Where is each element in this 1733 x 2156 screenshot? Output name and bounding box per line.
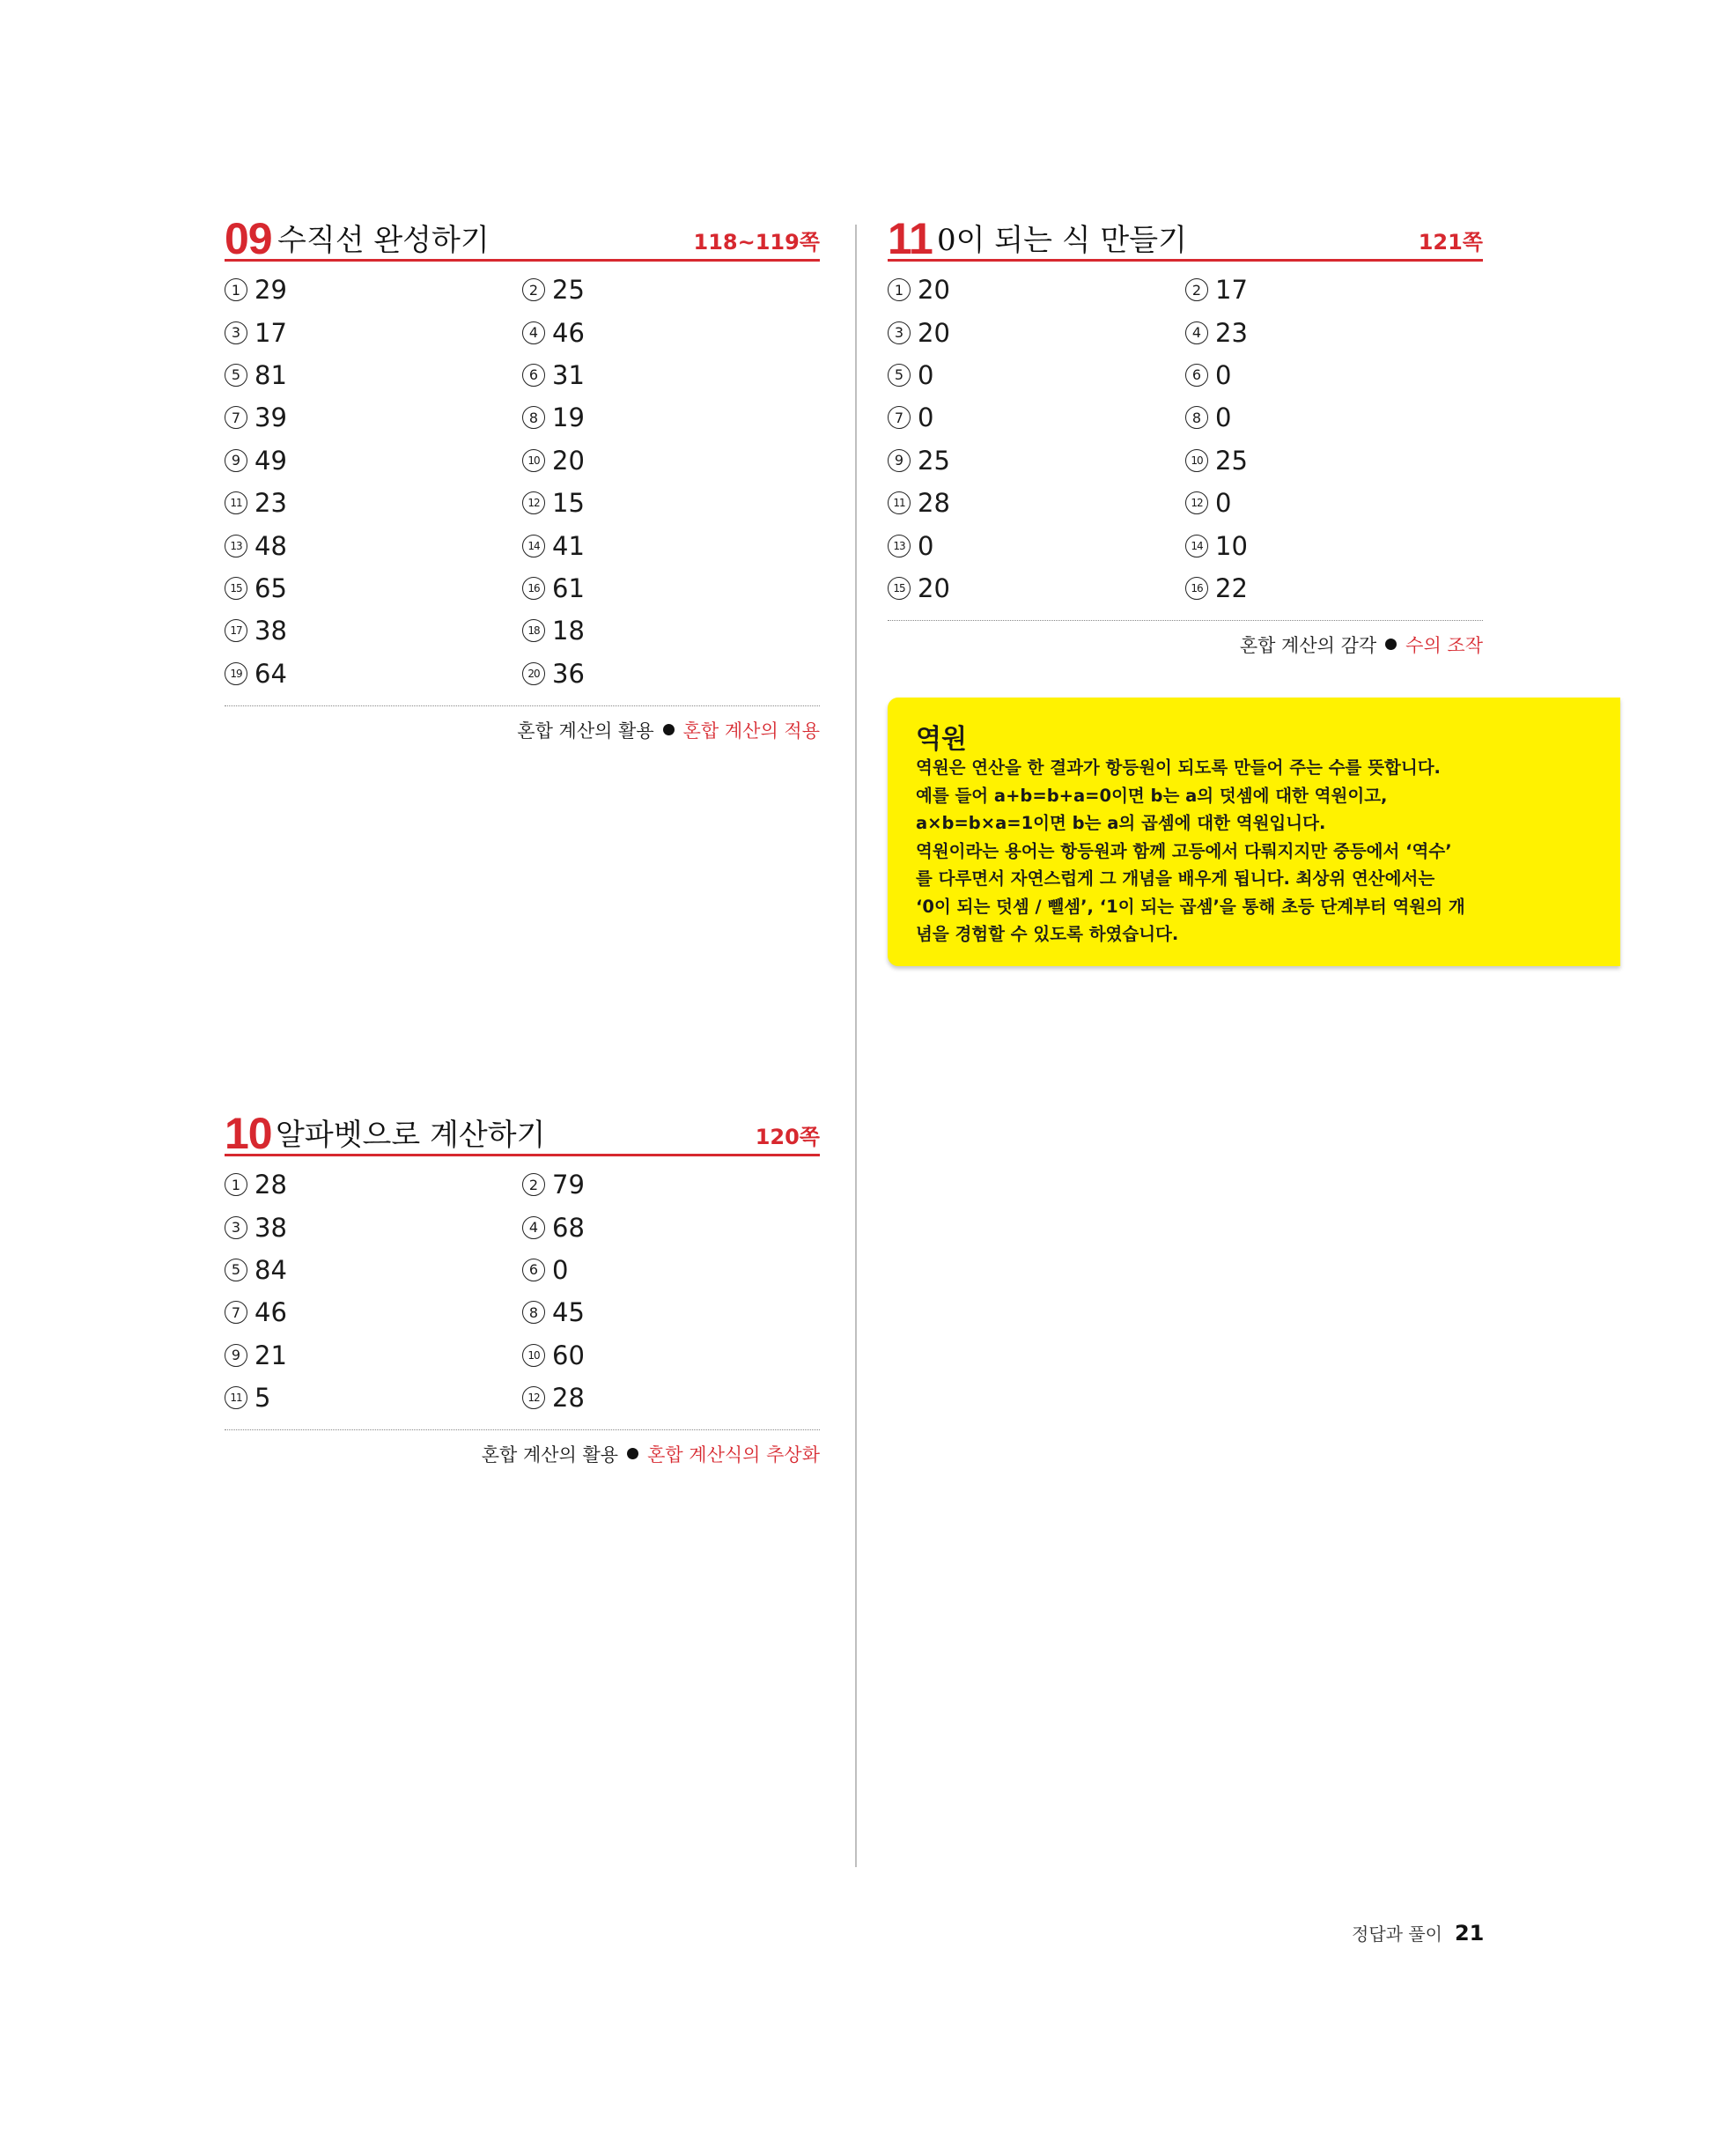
divider-dotted (225, 1429, 820, 1430)
answer-number: 6 (1185, 364, 1208, 387)
section-header (225, 1099, 820, 1156)
answer-value: 0 (918, 402, 934, 433)
answer-item (522, 567, 820, 609)
answer-item (522, 1291, 820, 1333)
answer-item (522, 1163, 820, 1206)
answer-number: 5 (225, 364, 247, 387)
answer-number: 1 (225, 278, 247, 301)
bullet-dot-icon (1385, 639, 1397, 650)
answer-number: 3 (225, 1216, 247, 1239)
answer-value: 28 (552, 1383, 585, 1414)
answer-item (888, 482, 1185, 524)
answer-number: 14 (1185, 535, 1208, 557)
answer-number: 20 (522, 662, 545, 685)
answer-value: 61 (552, 572, 585, 603)
answer-item (522, 1334, 820, 1377)
answer-value: 0 (1215, 488, 1232, 519)
note-line: 예를 들어 a+b=b+a=0이면 b는 a의 덧셈에 대한 역원이고, (916, 785, 1388, 806)
answer-item (225, 1206, 522, 1248)
answer-value: 20 (918, 572, 950, 603)
answer-item (522, 396, 820, 439)
answer-value: 21 (254, 1340, 287, 1370)
answer-item (522, 653, 820, 695)
answer-item (1185, 396, 1483, 439)
answer-value: 23 (254, 488, 287, 519)
answer-value: 31 (552, 359, 585, 390)
answer-list (225, 269, 820, 695)
answer-number: 4 (1185, 321, 1208, 344)
category-sub: 혼합 계산의 적용 (682, 720, 820, 742)
answer-value: 10 (1215, 530, 1248, 561)
answer-list (225, 1163, 820, 1419)
page-footer (1352, 1920, 1484, 1946)
note-line: 를 다루면서 자연스럽게 그 개념을 배우게 됩니다. 최상위 연산에서는 (916, 868, 1435, 889)
answer-item (888, 269, 1185, 311)
answer-item (225, 1291, 522, 1333)
answer-item (522, 1377, 820, 1419)
section-title: 알파벳으로 계산하기 (276, 1118, 546, 1153)
answer-item (522, 482, 820, 524)
category-main: 혼합 계산의 감각 (1239, 635, 1377, 657)
answer-value: 0 (1215, 402, 1232, 433)
answer-value: 22 (1215, 572, 1248, 603)
section-header (225, 204, 820, 262)
answer-value: 19 (552, 402, 585, 433)
answer-list (888, 269, 1483, 609)
answer-item (522, 311, 820, 353)
answer-number: 1 (888, 278, 911, 301)
section-09 (225, 204, 820, 743)
section-number: 09 (225, 214, 272, 263)
answer-value: 60 (552, 1340, 585, 1370)
answer-number: 16 (1185, 577, 1208, 600)
section-pages: 121쪽 (1418, 230, 1483, 255)
answer-item (225, 311, 522, 353)
answer-item (522, 269, 820, 311)
answer-value: 20 (918, 275, 950, 306)
answer-value: 45 (552, 1297, 585, 1328)
answer-value: 5 (254, 1383, 271, 1414)
answer-item (522, 439, 820, 482)
answer-item (888, 354, 1185, 396)
note-line: 역원은 연산을 한 결과가 항등원이 되도록 만들어 주는 수를 뜻합니다. (916, 757, 1441, 778)
answer-item (225, 567, 522, 609)
answer-value: 48 (254, 530, 287, 561)
category-label (225, 1441, 820, 1467)
divider-dotted (888, 620, 1483, 621)
answer-number: 7 (888, 406, 911, 429)
note-box (888, 698, 1620, 966)
answer-number: 17 (225, 619, 247, 642)
answer-item (1185, 354, 1483, 396)
answer-item (225, 482, 522, 524)
answer-item (888, 396, 1185, 439)
section-11 (888, 204, 1483, 658)
answer-number: 11 (225, 1386, 247, 1409)
answer-item (522, 1249, 820, 1291)
answer-value: 0 (918, 530, 934, 561)
note-line: 념을 경험할 수 있도록 하였습니다. (916, 924, 1179, 944)
answer-value: 38 (254, 616, 287, 646)
answer-item (1185, 524, 1483, 566)
answer-number: 15 (888, 577, 911, 600)
answer-value: 79 (552, 1170, 585, 1200)
section-pages: 120쪽 (755, 1125, 820, 1149)
answer-value: 39 (254, 402, 287, 433)
answer-number: 3 (888, 321, 911, 344)
answer-number: 16 (522, 577, 545, 600)
answer-number: 13 (225, 535, 247, 557)
column-divider (855, 225, 857, 1867)
answer-value: 25 (918, 445, 950, 476)
answer-value: 36 (552, 658, 585, 689)
category-sub: 혼합 계산식의 추상화 (647, 1444, 820, 1466)
answer-value: 20 (552, 445, 585, 476)
answer-number: 8 (522, 1301, 545, 1324)
answer-value: 49 (254, 445, 287, 476)
answer-number: 2 (1185, 278, 1208, 301)
answer-number: 12 (522, 491, 545, 514)
answer-value: 46 (254, 1297, 287, 1328)
answer-item (225, 439, 522, 482)
section-pages: 118~119쪽 (693, 230, 820, 255)
answer-value: 28 (254, 1170, 287, 1200)
section-number: 11 (888, 214, 933, 263)
answer-value: 0 (1215, 359, 1232, 390)
answer-value: 29 (254, 275, 287, 306)
answer-item (225, 1249, 522, 1291)
answer-item (1185, 311, 1483, 353)
answer-item (522, 354, 820, 396)
category-main: 혼합 계산의 활용 (517, 720, 654, 742)
answer-number: 8 (1185, 406, 1208, 429)
answer-number: 18 (522, 619, 545, 642)
answer-value: 28 (918, 488, 950, 519)
category-label (888, 631, 1483, 658)
section-header (888, 204, 1483, 262)
answer-item (225, 269, 522, 311)
answer-value: 17 (254, 317, 287, 348)
answer-number: 13 (888, 535, 911, 557)
answer-value: 64 (254, 658, 287, 689)
answer-value: 20 (918, 317, 950, 348)
answer-number: 9 (225, 449, 247, 472)
note-line: 역원이라는 용어는 항등원과 함께 고등에서 다뤄지지만 중등에서 ‘역수’ (916, 840, 1452, 861)
answer-item (888, 311, 1185, 353)
answer-number: 12 (1185, 491, 1208, 514)
answer-item (1185, 439, 1483, 482)
answer-number: 11 (888, 491, 911, 514)
answer-value: 68 (552, 1212, 585, 1243)
answer-value: 18 (552, 616, 585, 646)
bullet-dot-icon (627, 1448, 638, 1459)
section-title: 0이 되는 식 만들기 (937, 223, 1187, 258)
answer-number: 15 (225, 577, 247, 600)
answer-item (225, 1377, 522, 1419)
answer-number: 6 (522, 1259, 545, 1281)
answer-value: 0 (552, 1254, 569, 1285)
answer-item (225, 1163, 522, 1206)
answer-number: 7 (225, 406, 247, 429)
answer-number: 14 (522, 535, 545, 557)
answer-number: 3 (225, 321, 247, 344)
note-line: a×b=b×a=1이면 b는 a의 곱셈에 대한 역원입니다. (916, 813, 1326, 833)
answer-item (1185, 269, 1483, 311)
section-10 (225, 1099, 820, 1467)
category-main: 혼합 계산의 활용 (481, 1444, 619, 1466)
answer-number: 5 (888, 364, 911, 387)
answer-number: 8 (522, 406, 545, 429)
answer-item (225, 354, 522, 396)
category-label (225, 717, 820, 743)
answer-number: 12 (522, 1386, 545, 1409)
answer-number: 19 (225, 662, 247, 685)
answer-value: 41 (552, 530, 585, 561)
answer-value: 65 (254, 572, 287, 603)
answer-item (1185, 482, 1483, 524)
answer-item (225, 609, 522, 652)
answer-value: 17 (1215, 275, 1248, 306)
answer-item (225, 1334, 522, 1377)
answer-number: 5 (225, 1259, 247, 1281)
section-number: 10 (225, 1109, 272, 1158)
answer-number: 2 (522, 278, 545, 301)
answer-value: 81 (254, 359, 287, 390)
note-title: 역원 (916, 724, 967, 755)
answer-item (1185, 567, 1483, 609)
answer-number: 1 (225, 1173, 247, 1196)
answer-item (225, 653, 522, 695)
answer-number: 10 (522, 1344, 545, 1367)
answer-number: 2 (522, 1173, 545, 1196)
answer-item (522, 1206, 820, 1248)
answer-number: 10 (522, 449, 545, 472)
divider-dotted (225, 705, 820, 706)
answer-item (522, 524, 820, 566)
answer-item (888, 439, 1185, 482)
answer-value: 46 (552, 317, 585, 348)
footer-label: 정답과 풀이 (1352, 1923, 1442, 1945)
answer-item (522, 609, 820, 652)
answer-value: 25 (552, 275, 585, 306)
section-title: 수직선 완성하기 (277, 223, 490, 258)
answer-number: 4 (522, 321, 545, 344)
note-body (916, 754, 1464, 949)
answer-value: 15 (552, 488, 585, 519)
answer-number: 11 (225, 491, 247, 514)
answer-value: 84 (254, 1254, 287, 1285)
answer-number: 6 (522, 364, 545, 387)
category-sub: 수의 조작 (1405, 635, 1483, 657)
answer-value: 23 (1215, 317, 1248, 348)
answer-number: 9 (888, 449, 911, 472)
answer-number: 7 (225, 1301, 247, 1324)
note-line: ‘0이 되는 덧셈 / 뺄셈’, ‘1이 되는 곱셈’을 통해 초등 단계부터 역원의 개 (916, 896, 1465, 917)
bullet-dot-icon (663, 724, 675, 735)
answer-number: 9 (225, 1344, 247, 1367)
answer-value: 25 (1215, 445, 1248, 476)
answer-value: 0 (918, 359, 934, 390)
answer-number: 4 (522, 1216, 545, 1239)
answer-item (888, 567, 1185, 609)
answer-item (888, 524, 1185, 566)
answer-item (225, 396, 522, 439)
answer-item (225, 524, 522, 566)
page-number: 21 (1454, 1921, 1485, 1946)
answer-number: 10 (1185, 449, 1208, 472)
answer-value: 38 (254, 1212, 287, 1243)
